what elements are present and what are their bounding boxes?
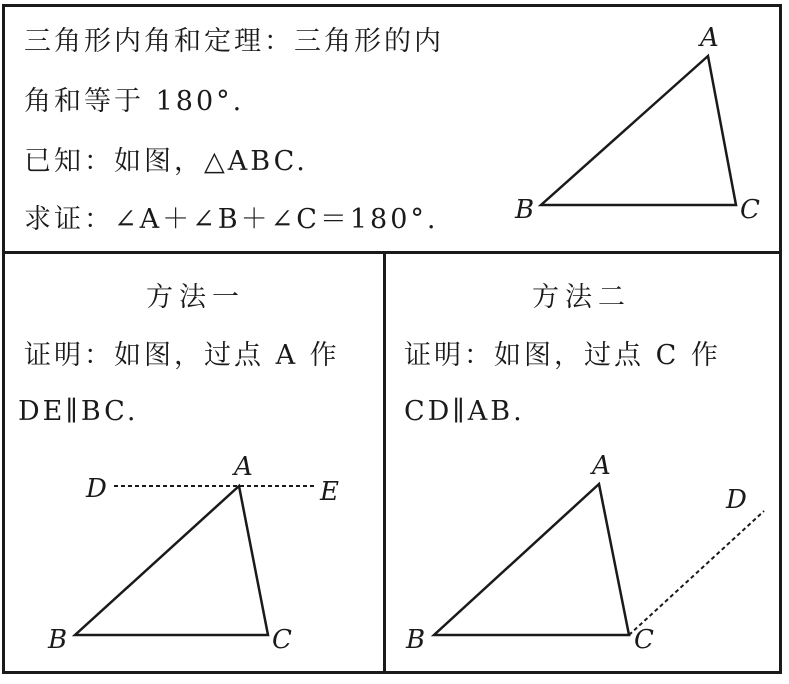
label-vertex-b-method1: B: [48, 625, 68, 655]
method1-proof-line2: DE∥BC.: [18, 396, 139, 427]
label-vertex-b: B: [515, 195, 535, 225]
label-point-e: E: [320, 477, 339, 507]
method2-title: 方法二: [532, 282, 631, 313]
label-vertex-b-method2: B: [406, 625, 426, 655]
method1-proof-line1: 证明：如图，过点 A 作: [24, 340, 340, 371]
label-vertex-c: C: [740, 195, 760, 225]
label-vertex-c-method2: C: [634, 625, 654, 655]
method2-proof-line2: CD∥AB.: [404, 396, 525, 427]
prove-statement: 求证：∠A＋∠B＋∠C＝180°.: [24, 204, 439, 235]
label-vertex-c-method1: C: [272, 625, 292, 655]
triangle-abc-method2: [434, 484, 629, 635]
label-point-d-method1: D: [86, 474, 107, 504]
label-vertex-a-method1: A: [234, 452, 253, 482]
triangle-abc-method1: [75, 486, 268, 635]
theorem-statement-line1: 三角形内角和定理：三角形的内: [24, 26, 444, 57]
given-statement: 已知：如图，△ABC.: [24, 146, 308, 177]
label-vertex-a-method2: A: [592, 451, 611, 481]
triangle-abc: [541, 56, 736, 205]
label-point-d-method2: D: [726, 485, 747, 515]
dashed-line-cd: [629, 511, 764, 635]
label-vertex-a: A: [700, 23, 719, 53]
method2-proof-line1: 证明：如图，过点 C 作: [404, 340, 721, 371]
method1-title: 方法一: [146, 282, 245, 313]
theorem-statement-line2: 角和等于 180°.: [24, 86, 245, 117]
